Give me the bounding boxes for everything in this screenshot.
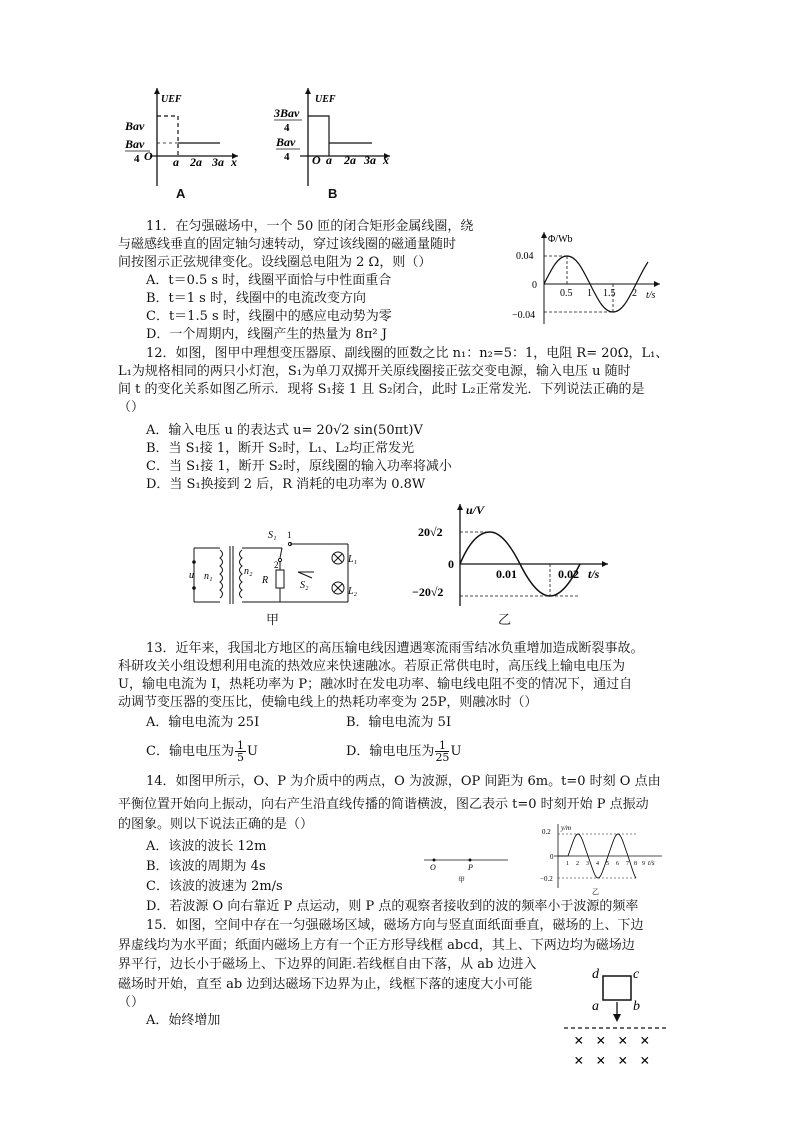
q11-stem-line: 间按图示正弦规律变化。设线圈总电阻为 2 Ω，则（）	[118, 255, 432, 270]
label-u: u	[189, 570, 194, 581]
field-cross: ×	[618, 1031, 628, 1050]
y-axis-label: Φ/Wb	[548, 234, 573, 245]
tick: Bav	[125, 137, 145, 151]
q11-option-d: D．一个周期内，线圈产生的热量为 8π² J	[146, 327, 387, 342]
tick: 4	[284, 151, 290, 163]
transformer-circuit	[186, 522, 366, 612]
y-axis-label: y/m	[561, 824, 572, 832]
q13-stem-line: U，输电电流为 I，热耗功率为 P；融冰时在发电功率、输电线电阻不变的情况下，通过自	[118, 677, 633, 692]
magnetic-field-figure	[562, 962, 672, 1072]
y-axis-label: u/V	[466, 503, 485, 517]
q12-option-a: A．输入电压 u 的表达式 u= 20√2 sin(50πt)V	[146, 423, 423, 438]
q15-stem-line: 磁场时开始，直至 ab 边到达磁场下边界为止，线框下落的速度大小可能	[118, 977, 533, 992]
q13-stem-line: 科研攻关小组设想利用电流的热效应来快速融冰。若原正常供电时，高压线上输电电压为	[118, 659, 626, 674]
label-l1: L₁	[348, 554, 358, 565]
tick: a	[326, 153, 332, 167]
q15-stem-line: 界虚线均为水平面；纸面内磁场上方有一个正方形导线框 abcd，其上、下两边均为磁场边	[118, 938, 635, 953]
tick: 0	[532, 280, 537, 291]
tick: O	[312, 153, 321, 167]
q14-option-c: C．该波的波速为 2m/s	[146, 879, 283, 894]
tick: 0.2	[542, 828, 551, 836]
field-cross: ×	[574, 1031, 584, 1050]
q13-option-a: A．输电电流为 25I	[146, 715, 260, 730]
figure-label-jia: 甲	[266, 613, 280, 628]
q12-stem-line: L₁为规格相同的两只小灯泡，S₁为单刀双掷开关原线圈接正弦交变电源，输入电压 u 随时	[118, 364, 631, 379]
figure-label-yi: 乙	[592, 888, 599, 896]
label-c: c	[633, 967, 640, 982]
tick: 3Bav	[274, 106, 300, 120]
x-axis-label: t/s	[588, 567, 600, 581]
label-terminal-2: 2	[274, 560, 279, 570]
tick: 4	[134, 153, 140, 165]
figure-label-a: A	[176, 186, 186, 201]
figure-label-yi: 乙	[498, 613, 512, 628]
tick: x	[383, 153, 389, 167]
q14-option-a: A．该波的波长 12m	[146, 839, 267, 854]
tick: 2a	[344, 153, 356, 167]
tick: Bav	[276, 135, 296, 149]
tick: 20√2	[418, 525, 443, 539]
label-b: b	[633, 999, 640, 1014]
tick: 5	[606, 861, 609, 867]
label-n1: n₁	[204, 571, 213, 582]
tick: 6	[616, 861, 619, 867]
graph-b	[272, 88, 412, 188]
tick: 4	[596, 861, 599, 867]
q15-option-a: A．始终增加	[146, 1013, 221, 1028]
field-cross: ×	[618, 1051, 628, 1070]
q14-option-d: D．若波源 O 向右靠近 P 点运动，则 P 点的观察者接收到的波的频率小于波源的频率	[146, 899, 639, 914]
y-axis-label: UEF	[161, 94, 182, 105]
label-l2: L₂	[348, 586, 358, 597]
q14-stem-line: 的图象。则以下说法正确的是（）	[118, 817, 314, 832]
q15-stem-line: 15．如图，空间中存在一匀强磁场区域，磁场方向与竖直面纸面垂直，磁场的上、下边	[146, 918, 644, 933]
q14-stem-line: 14．如图甲所示，O、P 为介质中的两点，O 为波源，OP 间距为 6m。t=0 时刻 O 点由	[146, 774, 661, 789]
field-cross: ×	[596, 1051, 606, 1070]
label-n2: n₂	[244, 566, 253, 577]
q11-option-a: A．t＝0.5 s 时，线圈平面恰与中性面重合	[146, 273, 392, 288]
label-o: O	[430, 863, 436, 872]
tick: 3	[586, 861, 589, 867]
flux-graph	[510, 228, 670, 328]
label-s2: S₂	[300, 580, 309, 591]
q13-option-b: B．输电电流为 5I	[346, 715, 452, 730]
tick: x	[231, 155, 237, 169]
tick: a	[173, 155, 179, 169]
field-cross: ×	[596, 1031, 606, 1050]
q13-option-c: C．输电电压为 $\frac{1}{5}$ U	[146, 739, 258, 764]
tick: 2a	[190, 155, 202, 169]
tick: 2	[632, 288, 637, 299]
q11-option-b: B．t＝1 s 时，线圈中的电流改变方向	[146, 291, 366, 306]
tick: 0.04	[516, 251, 534, 262]
q12-option-c: C．当 S₁接 1，断开 S₂时，原线圈的输入功率将减小	[146, 459, 452, 474]
q12-option-d: D．当 S₁换接到 2 后，R 消耗的电功率为 0.8W	[146, 477, 426, 492]
q11-stem-line: 与磁感线垂直的固定轴匀速转动，穿过该线圈的磁通量随时	[118, 237, 457, 252]
q15-stem-line: （）	[118, 995, 145, 1010]
tick: 1	[566, 861, 569, 867]
label-a: a	[592, 999, 599, 1014]
tick: 3a	[364, 153, 376, 167]
tick: 1.5	[603, 288, 616, 299]
q11-stem-line: 11．在匀强磁场中，一个 50 匝的闭合矩形金属线圈，绕	[146, 219, 474, 234]
tick: 8	[634, 861, 637, 867]
q14-option-b: B．该波的周期为 4s	[146, 859, 266, 874]
q12-option-b: B．当 S₁接 1，断开 S₂时，L₁、L₂均正常发光	[146, 441, 415, 456]
wave-medium-figure	[422, 848, 512, 884]
figure-label-jia: 甲	[458, 876, 465, 884]
tick: −0.2	[540, 875, 553, 883]
q13-option-d: D．输电电压为 $\frac{1}{25}$ U	[346, 739, 462, 764]
tick: 3a	[212, 155, 224, 169]
graph-a	[120, 88, 250, 188]
field-cross: ×	[640, 1051, 650, 1070]
tick: O	[144, 149, 153, 163]
field-cross: ×	[574, 1051, 584, 1070]
tick: 7	[626, 861, 629, 867]
label-p: P	[468, 863, 473, 872]
q15-stem-line: 界平行，边长小于磁场上、下边界的间距.若线框自由下落，从 ab 边进入	[118, 957, 537, 972]
tick: 0	[550, 853, 554, 861]
q12-stem-line: 12．如图，图甲中理想变压器原、副线圈的匝数之比 n₁：n₂=5：1，电阻 R= 20Ω，L₁、	[146, 346, 669, 361]
tick: 0	[448, 557, 454, 571]
q12-stem-line: 间 t 的变化关系如图乙所示．现将 S₁接 1 且 S₂闭合，此时 L₂正常发光．下列说法正确的是	[118, 382, 645, 397]
tick: 9	[642, 861, 645, 867]
q13-stem-line: 动调节变压器的变压比，使输电线上的热耗功率变为 25P，则融冰时（）	[118, 695, 538, 710]
label-d: d	[592, 967, 599, 982]
x-axis-label: t/s	[648, 859, 655, 867]
tick: Bav	[125, 119, 145, 133]
q13-stem-line: 13．近年来，我国北方地区的高压输电线因遭遇寒流雨雪结冰负重增加造成断裂事故。	[146, 641, 644, 656]
tick: 0.02	[558, 567, 579, 581]
y-axis-label: UEF	[315, 94, 336, 105]
x-axis-label: t/s	[646, 290, 656, 301]
tick: 4	[284, 122, 290, 134]
field-cross: ×	[640, 1031, 650, 1050]
label-terminal-1: 1	[287, 530, 292, 540]
q12-stem-line: （）	[118, 400, 145, 415]
figure-label-b: B	[328, 186, 338, 201]
label-r: R	[262, 575, 269, 586]
tick: −0.04	[512, 310, 536, 321]
tick: 1	[587, 288, 592, 299]
q14-stem-line: 平衡位置开始向上振动，向右产生沿直线传播的简谐横波，图乙表示 t=0 时刻开始 P 点振动	[118, 797, 649, 812]
tick: 0.01	[496, 567, 517, 581]
label-s1: S₁	[268, 530, 277, 541]
tick: 0.5	[560, 288, 573, 299]
q11-option-c: C．t＝1.5 s 时，线圈中的感应电动势为零	[146, 309, 392, 324]
voltage-graph	[412, 500, 612, 610]
tick: 2	[576, 861, 579, 867]
tick: −20√2	[412, 585, 444, 599]
vibration-graph	[528, 820, 668, 896]
